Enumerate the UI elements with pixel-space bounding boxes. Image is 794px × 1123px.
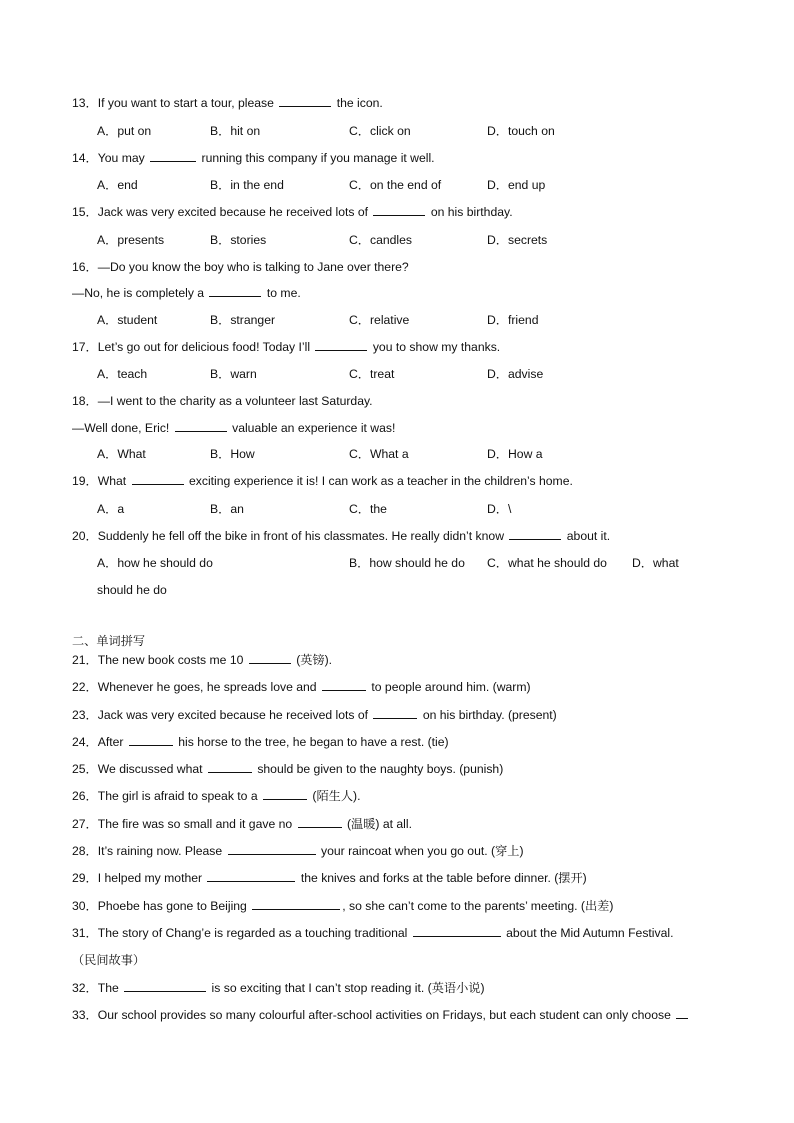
question-text: The new book costs me 10 [97, 653, 244, 667]
option-b: B．How [210, 447, 255, 461]
question-text: is so exciting that I can’t stop reading it. (英语小说) [211, 981, 485, 995]
answer-blank [228, 843, 316, 855]
option-b: B．how should he do [349, 556, 465, 570]
option-d: D．friend [487, 313, 539, 327]
answer-blank [373, 707, 417, 719]
question-number: 17． [72, 340, 98, 354]
question-text: to people around him. (warm) [371, 680, 531, 694]
question-number: 27． [72, 817, 98, 831]
question-text: Our school provides so many colourful after-school activities on Fridays, but each student can only choose [97, 1008, 671, 1022]
question-number: 20． [72, 529, 98, 543]
question-text: (陌生人). [312, 789, 361, 803]
question-text: (英镑). [296, 653, 333, 667]
question-18-response [72, 420, 395, 436]
question-number: 21． [72, 653, 98, 667]
answer-blank [124, 980, 206, 992]
question-number: 25． [72, 762, 98, 776]
option-d: D．advise [487, 367, 544, 381]
question-29 [72, 870, 587, 886]
question-text: valuable an experience it was! [232, 421, 396, 435]
question-text: I helped my mother [97, 871, 203, 885]
option-a: A．teach [97, 367, 148, 381]
question-number: 16． [72, 260, 98, 274]
question-text: should be given to the naughty boys. (punish) [257, 762, 504, 776]
question-text: on his birthday. [430, 205, 513, 219]
question-text: running this company if you manage it well. [201, 151, 435, 165]
question-22 [72, 679, 531, 695]
answer-blank [129, 734, 173, 746]
option-c: C．the [349, 502, 387, 516]
answer-blank [263, 788, 307, 800]
question-number: 19． [72, 474, 98, 488]
option-d: D．what [632, 556, 679, 570]
option-d: D．\ [487, 502, 512, 516]
question-33 [72, 1007, 690, 1023]
question-text: Phoebe has gone to Beijing [97, 899, 247, 913]
question-28 [72, 843, 524, 859]
answer-blank [209, 285, 261, 297]
question-text: You may [97, 151, 145, 165]
question-text: the knives and forks at the table before dinner. (摆开) [300, 871, 587, 885]
option-d: D．secrets [487, 233, 548, 247]
question-text: The fire was so small and it gave no [97, 817, 293, 831]
question-text: The girl is afraid to speak to a [97, 789, 258, 803]
question-text: exciting experience it is! I can work as a teacher in the children’s home. [188, 474, 573, 488]
question-25 [72, 761, 503, 777]
question-18 [72, 393, 373, 409]
question-24 [72, 734, 449, 750]
question-number: 30． [72, 899, 98, 913]
question-17 [72, 339, 500, 355]
question-text: We discussed what [97, 762, 203, 776]
question-number: 32． [72, 981, 98, 995]
section-title: 二、单词拼写 [72, 634, 146, 648]
question-text: Let’s go out for delicious food! Today I’ll [97, 340, 311, 354]
question-14 [72, 150, 435, 166]
question-16 [72, 259, 409, 275]
option-d: D．How a [487, 447, 543, 461]
question-text: If you want to start a tour, please [97, 96, 274, 110]
question-text: to me. [266, 286, 301, 300]
option-b: B．in the end [210, 178, 284, 192]
question-text: —Well done, Eric! [72, 421, 170, 435]
option-a: A．student [97, 313, 158, 327]
question-text: you to show my thanks. [372, 340, 501, 354]
option-a: A．end [97, 178, 138, 192]
question-text: —No, he is completely a [72, 286, 205, 300]
question-text: the icon. [336, 96, 383, 110]
answer-blank [207, 870, 295, 882]
answer-blank [509, 528, 561, 540]
question-number: 22． [72, 680, 98, 694]
question-text: What [97, 474, 127, 488]
question-text: After [97, 735, 124, 749]
option-b: B．stranger [210, 313, 276, 327]
question-15 [72, 204, 513, 220]
question-21 [72, 652, 332, 668]
question-number: 24． [72, 735, 98, 749]
option-d: D．end up [487, 178, 546, 192]
question-number: 15． [72, 205, 98, 219]
question-text: Suddenly he fell off the bike in front of his classmates. He really didn’t know [97, 529, 504, 543]
option-d: D．touch on [487, 124, 555, 138]
option-c: C．treat [349, 367, 395, 381]
question-31 [72, 925, 673, 941]
question-text: —I went to the charity as a volunteer last Saturday. [97, 394, 373, 408]
question-text: , so she can’t come to the parents’ meeting. (出差) [342, 899, 614, 913]
question-number: 33． [72, 1008, 98, 1022]
question-27 [72, 816, 412, 832]
question-number: 26． [72, 789, 98, 803]
option-b: B．an [210, 502, 244, 516]
question-text: —Do you know the boy who is talking to Jane over there? [97, 260, 409, 274]
answer-blank [279, 95, 331, 107]
question-number: 14． [72, 151, 98, 165]
question-text: on his birthday. (present) [422, 708, 557, 722]
question-number: 28． [72, 844, 98, 858]
answer-blank [252, 898, 340, 910]
answer-blank [175, 420, 227, 432]
option-d-continued: should he do [97, 583, 167, 597]
option-c: C．click on [349, 124, 411, 138]
question-26 [72, 788, 360, 804]
option-b: B．stories [210, 233, 267, 247]
question-text: his horse to the tree, he began to have a rest. (tie) [178, 735, 449, 749]
option-b: B．warn [210, 367, 257, 381]
question-31-hint: （民间故事） [72, 953, 146, 967]
answer-blank [373, 204, 425, 216]
answer-blank [132, 473, 184, 485]
option-a: A．presents [97, 233, 165, 247]
option-b: B．hit on [210, 124, 261, 138]
answer-blank [249, 652, 291, 664]
answer-blank [208, 761, 252, 773]
answer-blank [322, 679, 366, 691]
question-text: about the Mid Autumn Festival. [506, 926, 674, 940]
question-text: your raincoat when you go out. (穿上) [320, 844, 524, 858]
option-a: A．put on [97, 124, 152, 138]
answer-blank [676, 1007, 688, 1019]
question-23 [72, 707, 557, 723]
question-16-response [72, 285, 301, 301]
question-text: about it. [566, 529, 611, 543]
question-number: 23． [72, 708, 98, 722]
question-text: Jack was very excited because he received lots of [97, 205, 369, 219]
question-number: 29． [72, 871, 98, 885]
option-a: A．a [97, 502, 125, 516]
question-text: The [97, 981, 119, 995]
option-c: C．What a [349, 447, 409, 461]
question-19 [72, 473, 573, 489]
answer-blank [298, 816, 342, 828]
option-c: C．candles [349, 233, 412, 247]
question-text: (温暖) at all. [346, 817, 412, 831]
option-a: A．What [97, 447, 146, 461]
question-32 [72, 980, 485, 996]
question-number: 13． [72, 96, 98, 110]
question-20 [72, 528, 610, 544]
question-13 [72, 95, 383, 111]
answer-blank [150, 150, 196, 162]
question-text: Whenever he goes, he spreads love and [97, 680, 317, 694]
question-number: 18． [72, 394, 98, 408]
answer-blank [413, 925, 501, 937]
question-text: The story of Chang’e is regarded as a touching traditional [97, 926, 408, 940]
answer-blank [315, 339, 367, 351]
option-a: A．how he should do [97, 556, 213, 570]
question-text: Jack was very excited because he received lots of [97, 708, 369, 722]
question-number: 31． [72, 926, 98, 940]
question-text: It’s raining now. Please [97, 844, 223, 858]
option-c: C．on the end of [349, 178, 442, 192]
option-c: C．relative [349, 313, 410, 327]
option-c: C．what he should do [487, 556, 607, 570]
question-30 [72, 898, 613, 914]
